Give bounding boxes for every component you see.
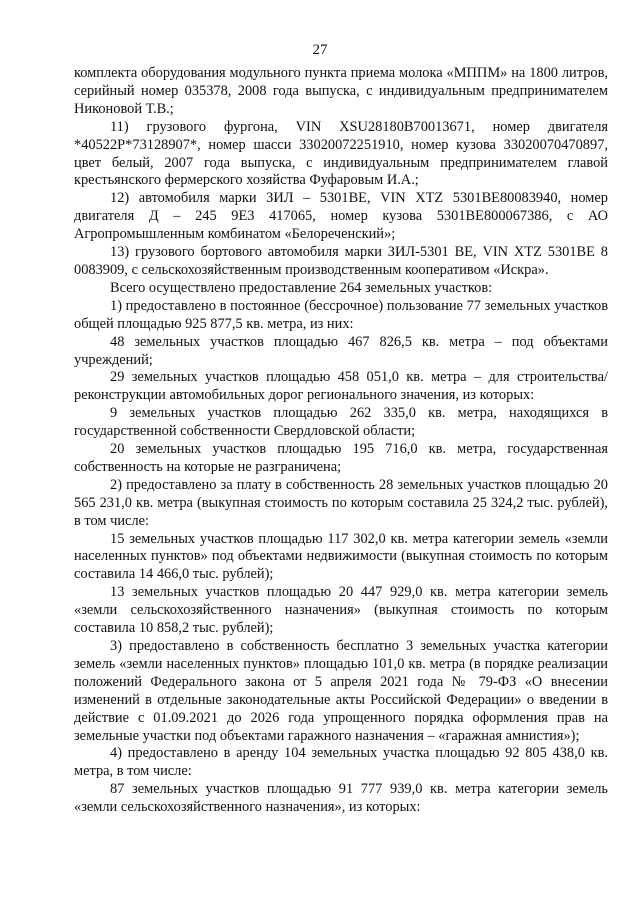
- paragraph-continuation: комплекта оборудования модульного пункта приема молока «МППМ» на 1800 литров, серийный номер 035378, 2008 года выпуска, с индивидуальным предпринимателем Никоновой Т.В.;: [74, 65, 608, 117]
- paragraph-agricultural-lease: 87 земельных участков площадью 91 777 939,0 кв. метра категории земель «земли сельскохозяйственного назначения», из которых:: [74, 781, 608, 816]
- paragraph-land-total: Всего осуществлено предоставление 264 земельных участков:: [110, 279, 493, 296]
- paragraph-item-12-zil-truck: 12) автомобиля марки ЗИЛ – 5301ВЕ, VIN XTZ 5301BE80083940, номер двигателя Д – 245 9E3 417065, номер кузова 5301BE800067386, с АО Агропромышленным комбинатом «Белореченский»;: [74, 190, 608, 243]
- page-number: 27: [312, 42, 328, 58]
- paragraph-free-ownership: 3) предоставлено в собственность бесплатно 3 земельных участка категории земель «земли населенных пунктов» площадью 101,0 кв. метра (в порядке реализации положений Федерального закона от 5 апреля 2021 года № 79-ФЗ «О внесении изменений в отдельные законодательные акты Российской Федерации» о введении в действие с 01.09.2021 до 2026 года упрощенного порядка оформления прав на земельные участки под объектами гаражного назначения – «гаражная амнистия»);: [74, 638, 608, 744]
- paragraph-agricultural-lands: 13 земельных участков площадью 20 447 929,0 кв. метра категории земель «земли сельскохозяйственного назначения» (выкупная стоимость по которым составила 10 858,2 тыс. рублей);: [74, 584, 608, 637]
- document-body: [74, 65, 608, 817]
- paragraph-settlement-lands: 15 земельных участков площадью 117 302,0 кв. метра категории земель «земли населенных пунктов» под объектами недвижимости (выкупная стоимость по которым составила 14 466,0 тыс. рублей);: [74, 530, 608, 583]
- paragraph-item-11-van: 11) грузового фургона, VIN XSU28180B70013671, номер двигателя *40522Р*73128907*, номер шасси 33020072251910, номер кузова 33020070470897, цвет белый, 2007 года выпуска, с индивидуальным предпринимателем главой крестьянского фермерского хозяйства Фуфаровым И.А.;: [74, 118, 608, 189]
- paragraph-roads: 29 земельных участков площадью 458 051,0 кв. метра – для строительства/реконструкции автомобильных дорог регионального значения, из которых:: [74, 369, 608, 404]
- paragraph-undivided-ownership: 20 земельных участков площадью 195 716,0 кв. метра, государственная собственность на которые не разграничена;: [74, 441, 608, 475]
- paragraph-institutions: 48 земельных участков площадью 467 826,5 кв. метра – под объектами учреждений;: [74, 333, 608, 368]
- paragraph-state-owned: 9 земельных участков площадью 262 335,0 кв. метра, находящихся в государственной собственности Свердловской области;: [74, 405, 608, 440]
- paragraph-permanent-use: 1) предоставлено в постоянное (бессрочное) пользование 77 земельных участков общей площадью 925 877,5 кв. метра, из них:: [74, 297, 608, 332]
- paragraph-lease: 4) предоставлено в аренду 104 земельных участка площадью 92 805 438,0 кв. метра, в том числе:: [74, 745, 608, 780]
- paragraph-paid-ownership: 2) предоставлено за плату в собственность 28 земельных участков площадью 20 565 231,0 кв. метра (выкупная стоимость по которым составила 25 324,2 тыс. рублей), в том числе:: [74, 476, 608, 529]
- paragraph-item-13-flatbed-truck: 13) грузового бортового автомобиля марки ЗИЛ-5301 ВЕ, VIN XTZ 5301ВЕ 8 0083909, с сельскохозяйственным производственным кооперативом «Искра».: [74, 244, 608, 278]
